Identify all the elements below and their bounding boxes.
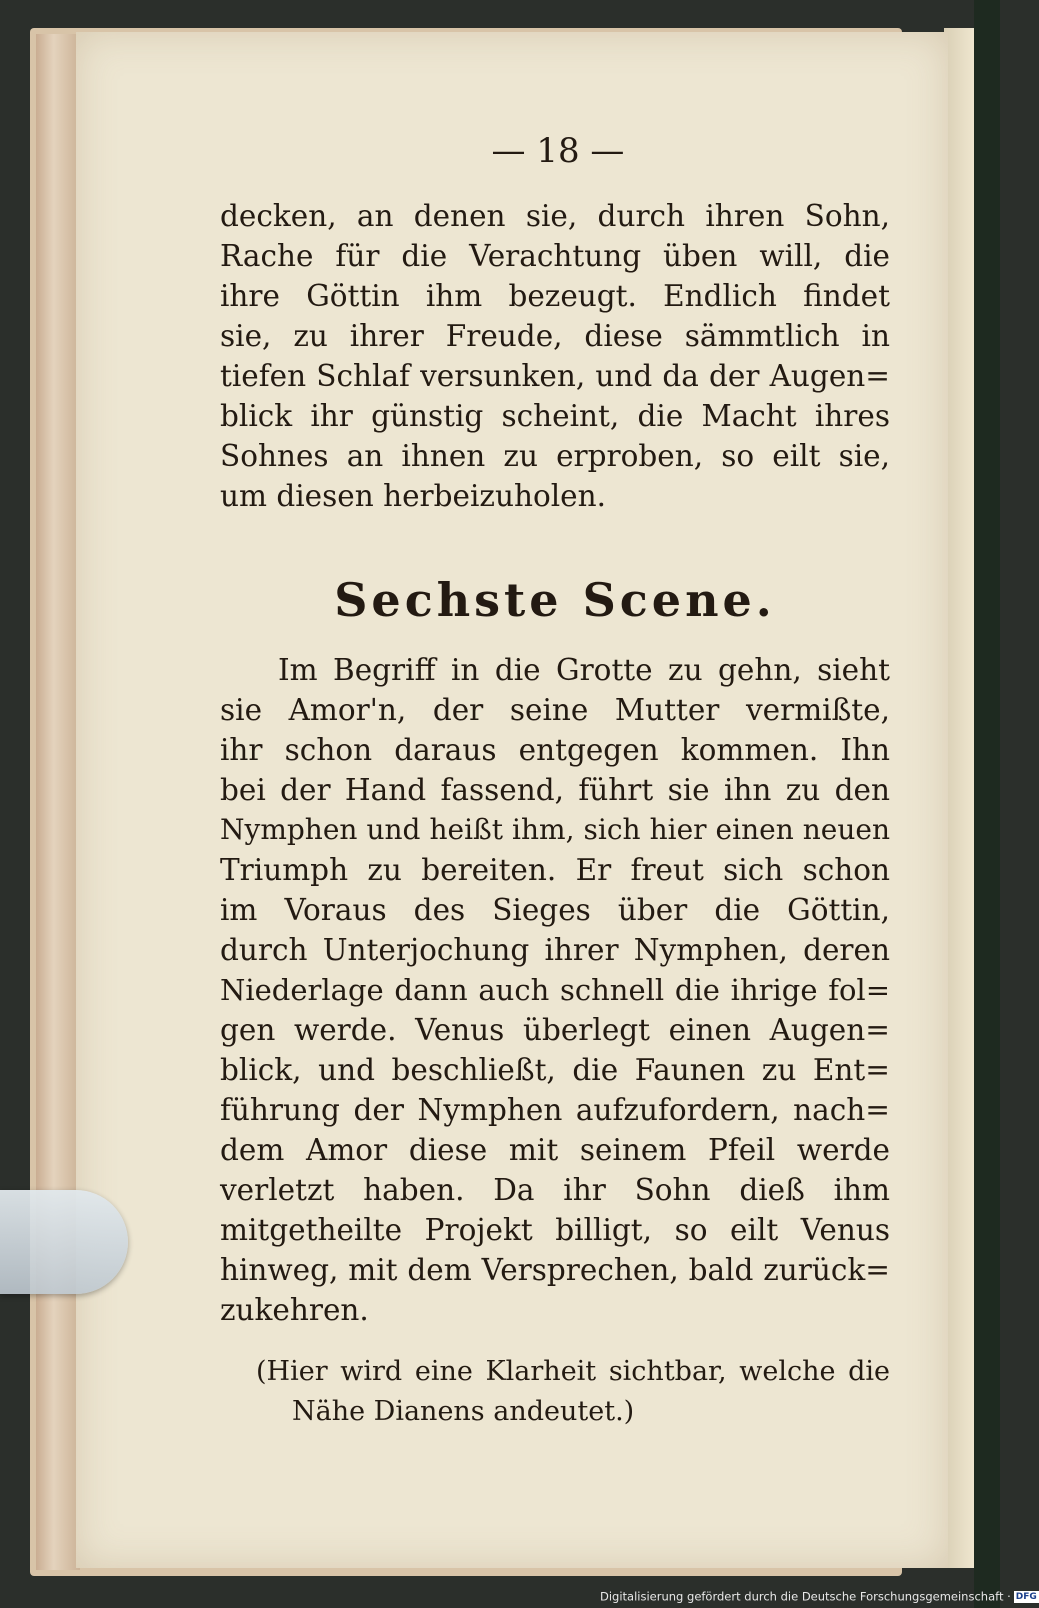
page-holder-clip [0, 1190, 128, 1294]
text-line: mitgetheilte Projekt billigt, so eilt Venus [220, 1213, 890, 1247]
text-line: Sohnes an ihnen zu erproben, so eilt sie, [220, 439, 890, 473]
text-line: (Hier wird eine Klarheit sichtbar, welche die [256, 1356, 890, 1387]
paragraph [220, 196, 890, 516]
stage-direction [220, 1352, 890, 1432]
digitization-credit [600, 1586, 1037, 1606]
text-line: Im Begriff in die Grotte zu gehn, sieht [278, 653, 890, 687]
text-line: bei der Hand fassend, führt sie ihn zu den [220, 773, 890, 807]
text-line: tiefen Schlaf versunken, und da der Augen= [220, 359, 890, 393]
dfg-logo: DFG [1015, 1591, 1037, 1602]
text-line: zukehren. [220, 1293, 369, 1327]
scene-heading: Sechste Scene. [334, 573, 776, 627]
text-line: ihr schon daraus entgegen kommen. Ihn [220, 733, 890, 767]
text-line: decken, an denen sie, durch ihren Sohn, [220, 199, 890, 233]
page-number: — 18 — [491, 131, 625, 171]
text-line: um diesen herbeizuholen. [220, 479, 607, 513]
credit-text: Digitalisierung gefördert durch die Deutsche Forschungsgemeinschaft · [600, 1589, 1011, 1604]
text-line: Triumph zu bereiten. Er freut sich schon [220, 853, 890, 887]
text-line: Niederlage dann auch schnell die ihrige fol= [220, 973, 890, 1007]
facing-page-edge [944, 28, 974, 1568]
text-line: gen werde. Venus überlegt einen Augen= [220, 1013, 890, 1047]
text-line: führung der Nymphen aufzufordern, nach= [220, 1093, 890, 1127]
text-line: Rache für die Verachtung üben will, die [220, 239, 890, 273]
text-line: sie Amor'n, der seine Mutter vermißte, [220, 693, 890, 727]
text-line: im Voraus des Sieges über die Göttin, [220, 893, 890, 927]
page-stack-edge [36, 34, 80, 1570]
text-line: ihre Göttin ihm bezeugt. Endlich findet [220, 279, 890, 313]
text-line: sie, zu ihrer Freude, diese sämmtlich in [220, 319, 890, 353]
text-line: durch Unterjochung ihrer Nymphen, deren [220, 933, 890, 967]
text-line: blick ihr günstig scheint, die Macht ihres [220, 399, 890, 433]
paragraph [220, 650, 890, 1330]
text-line: dem Amor diese mit seinem Pfeil werde [220, 1133, 890, 1167]
text-line: Nähe Dianens andeutet.) [292, 1396, 635, 1427]
text-line: hinweg, mit dem Versprechen, bald zurück= [220, 1253, 890, 1287]
text-line: blick, und beschließt, die Faunen zu Ent= [220, 1053, 890, 1087]
page-text [220, 126, 890, 1432]
scanner-background [974, 0, 1000, 1608]
text-line: verletzt haben. Da ihr Sohn dieß ihm [220, 1173, 890, 1207]
text-line: Nymphen und heißt ihm, sich hier einen neuen [220, 813, 890, 846]
